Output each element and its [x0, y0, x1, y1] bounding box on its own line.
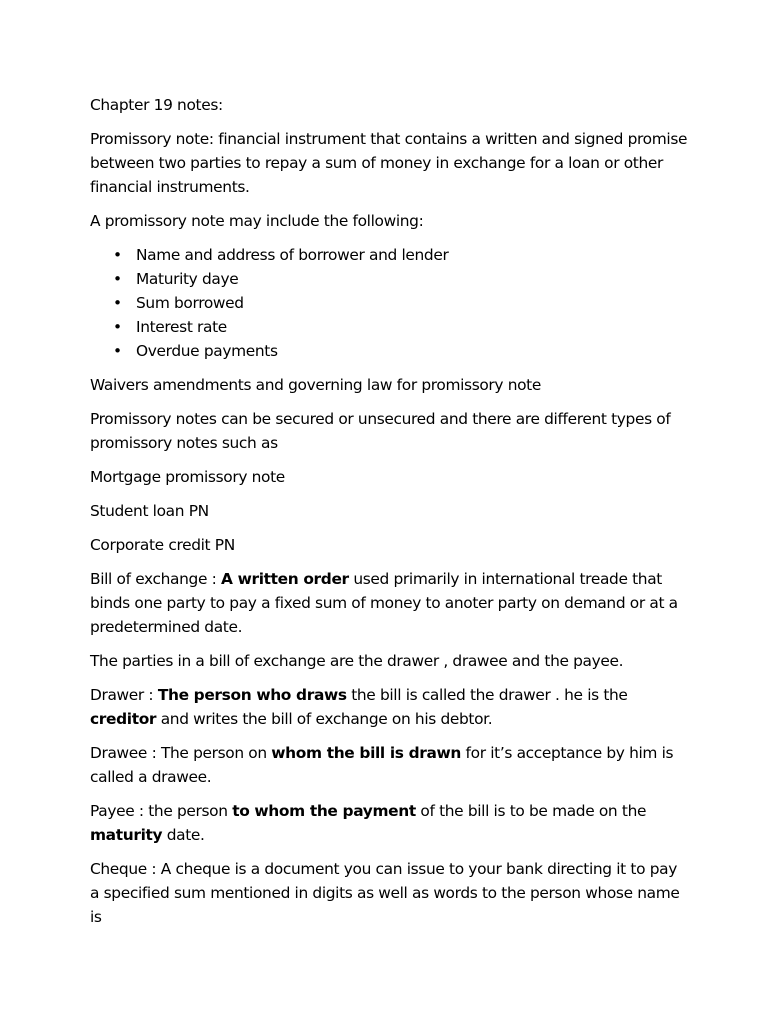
payee-rest: date. [162, 826, 205, 844]
drawee-rest: for it’s acceptance by him is called a drawee. [90, 744, 674, 786]
include-intro: A promissory note may include the following: [90, 212, 424, 230]
promissory-note-definition: Promissory note: financial instrument that contains a written and signed promise between two parties to repay a sum of money in exchange for a loan or other financial instruments. [90, 130, 688, 196]
include-list [90, 243, 690, 363]
bill-of-exchange-paragraph [90, 567, 690, 639]
type-corporate-credit: Corporate credit PN [90, 536, 235, 554]
secured-unsecured-paragraph: Promissory notes can be secured or unsecured and there are different types of promissory notes such as [90, 410, 671, 452]
drawer-paragraph [90, 683, 690, 731]
cheque-paragraph: Cheque : A cheque is a document you can issue to your bank directing it to pay a specified sum mentioned in digits as well as words to the person whose name is [90, 860, 680, 926]
drawee-paragraph [90, 741, 690, 789]
payee-bold-term: to whom the payment [232, 802, 416, 820]
drawee-bold-term: whom the bill is drawn [271, 744, 462, 762]
list-item: • Maturity daye [90, 267, 690, 291]
chapter-heading: Chapter 19 notes: [90, 96, 223, 114]
bill-rest: used primarily in international treade that binds one party to pay a fixed sum of money to anoter party on demand or at a predetermined date. [90, 570, 678, 636]
payee-lead: Payee : the person [90, 802, 233, 820]
drawee-lead: Drawee : The person on [90, 744, 272, 762]
drawer-bold-creditor: creditor [90, 710, 157, 728]
type-mortgage: Mortgage promissory note [90, 468, 285, 486]
bill-bold-term: A written order [221, 570, 349, 588]
payee-middle: of the bill is to be made on the [415, 802, 647, 820]
list-item: • Interest rate [90, 315, 690, 339]
list-item: • Name and address of borrower and lender [90, 243, 690, 267]
list-item: • Sum borrowed [90, 291, 690, 315]
payee-bold-maturity: maturity [90, 826, 163, 844]
waivers-line: Waivers amendments and governing law for promissory note [90, 376, 541, 394]
drawer-lead: Drawer : [90, 686, 158, 704]
drawer-bold-term: The person who draws [157, 686, 347, 704]
type-student-loan: Student loan PN [90, 502, 209, 520]
payee-paragraph [90, 799, 690, 847]
parties-paragraph: The parties in a bill of exchange are the drawer , drawee and the payee. [90, 652, 624, 670]
drawer-middle: the bill is called the drawer . he is the [346, 686, 628, 704]
document-page [90, 93, 690, 939]
list-item: • Overdue payments [90, 339, 690, 363]
bill-lead: Bill of exchange : [90, 570, 222, 588]
drawer-rest: and writes the bill of exchange on his debtor. [156, 710, 493, 728]
